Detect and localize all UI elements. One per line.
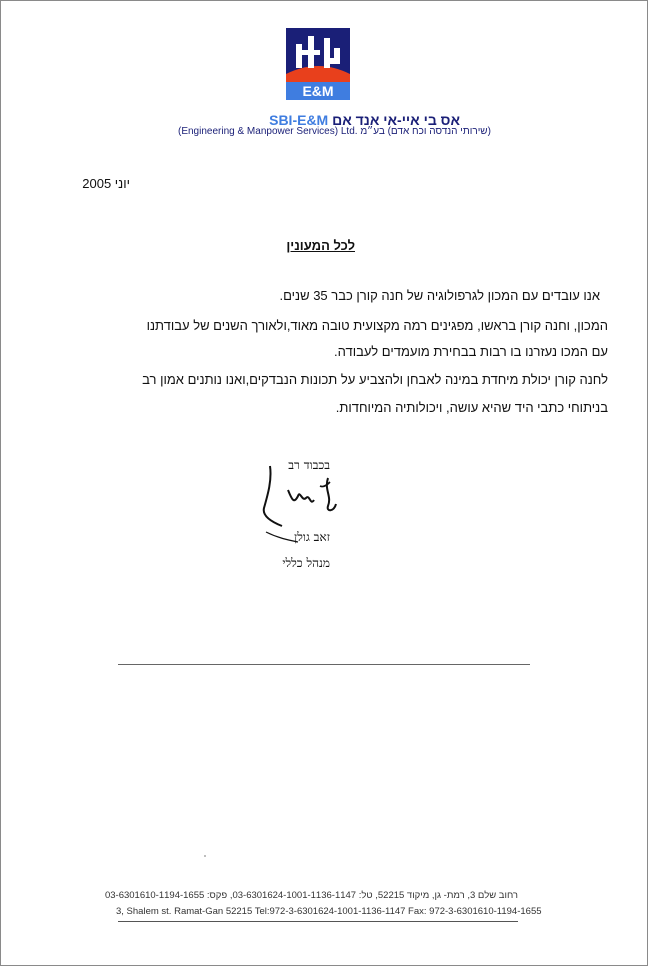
salutation <box>200 238 355 253</box>
closing: בכבוד רב <box>288 458 330 472</box>
body-line-1: אנו עובדים עם המכון לגרפולוגיה של חנה קורן כבר 35 שנים. <box>279 288 600 303</box>
divider <box>118 664 530 665</box>
logo-caption: E&M <box>302 83 334 99</box>
body-line-4: לחנה קורן יכולת מיחדת במינה לאבחן ולהצביע על תכונות הנבדקים,ואנו נותנים אמון רב <box>142 372 608 387</box>
letter-date: יוני 2005 <box>82 176 130 191</box>
signer-title: מנהל כללי <box>282 556 330 570</box>
company-english-name <box>178 126 491 137</box>
footer-address-english: 3, Shalem st. Ramat-Gan 52215 Tel:972-3-6301624-1001-1136-1147 Fax: 972-3-6301610-1194-1655 <box>116 906 542 917</box>
body-line-5: בניתוחי כתבי היד שהיא עושה, ויכולותיה המיוחדות. <box>335 400 608 415</box>
footer-address-hebrew: רחוב שלם 3, רמת- גן, מיקוד 52215, טל: 03-6301624-1001-1136-1147, פקס: 03-6301610-1194-1655 <box>104 890 518 901</box>
signer-name: זאב גולן <box>294 530 330 544</box>
footer-rule <box>118 921 518 922</box>
company-hebrew-sub: (שירותי הנדסה וכח אדם) בע״מ <box>360 126 491 137</box>
body-line-2: המכון, וחנה קורן בראשו, מפגינים רמה מקצועית טובה מאוד,ולאורך השנים של עבודתנו <box>146 318 608 333</box>
speck <box>204 855 206 857</box>
company-english-text: (Engineering & Manpower Services) Ltd. <box>178 126 358 137</box>
company-latin-name: SBI-E&M <box>269 112 329 128</box>
salutation-text: לכל המעונין <box>286 238 355 253</box>
company-logo <box>286 28 350 100</box>
company-hebrew-name: אס בי איי-אי אנד אם <box>332 112 460 128</box>
body-line-3: עם המכו נעזרנו בו רבות בבחירת מועמדים לעבודה. <box>334 344 608 359</box>
